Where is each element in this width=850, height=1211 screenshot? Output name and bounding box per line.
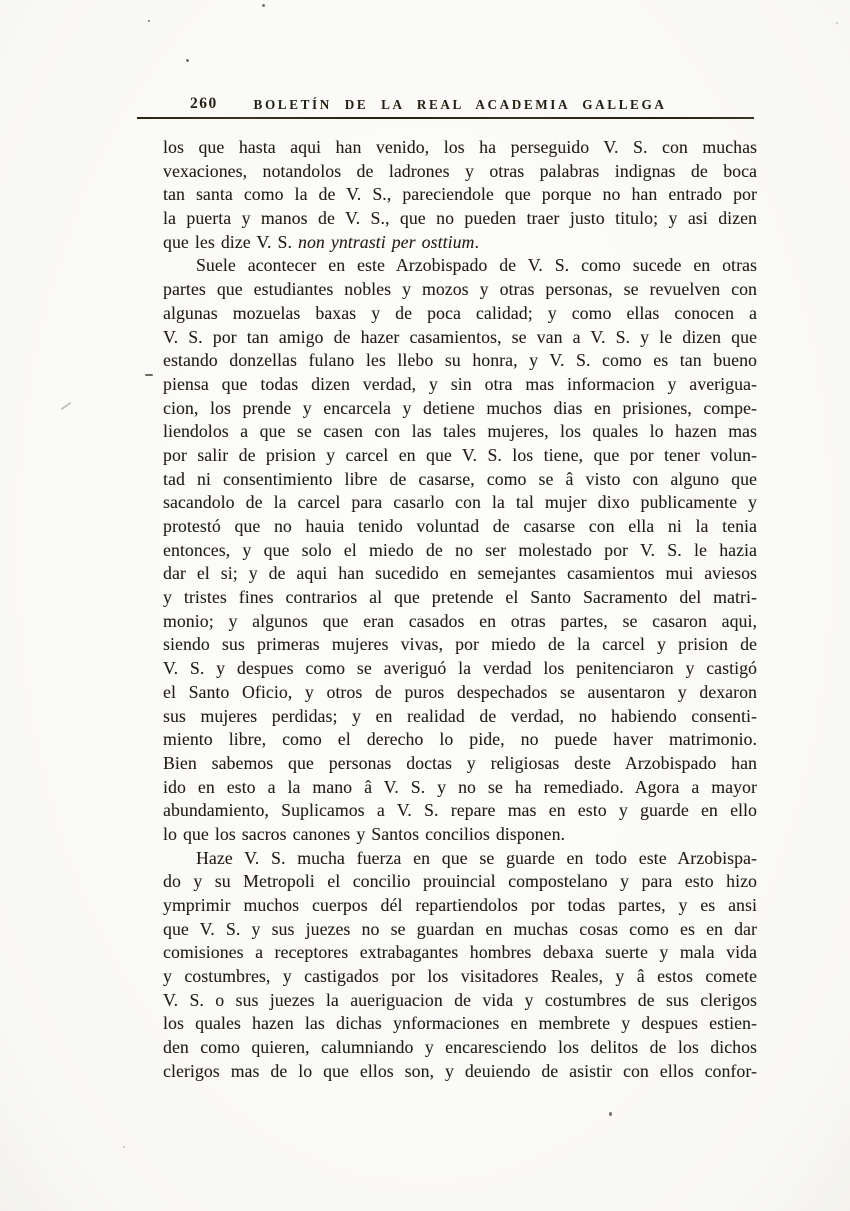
- text-line: [163, 752, 757, 776]
- text-line: [163, 1060, 757, 1084]
- text-line: [163, 989, 757, 1013]
- text-line: [163, 894, 757, 918]
- text-segment: V. S. y despues como se averiguó la verdad los penitenciaron y castigó: [163, 658, 757, 679]
- text-segment: siendo sus primeras mujeres vivas, por miedo de la carcel y prision de: [163, 634, 757, 655]
- latin-phrase-italic: non yntrasti per osttium: [298, 231, 475, 252]
- text-segment: comisiones a receptores extrabagantes hombres debaxa suerte y mala vida: [163, 942, 757, 963]
- text-line: [163, 160, 757, 184]
- text-line: [163, 586, 757, 610]
- text-line: [163, 136, 757, 160]
- text-line: [163, 231, 757, 255]
- text-segment: y tristes fines contrarios al que pretende el Santo Sacramento del matri-: [163, 587, 757, 608]
- text-segment: liendolos a que se casen con las tales mujeres, los quales lo hazen mas: [163, 421, 757, 442]
- text-line: [163, 681, 757, 705]
- text-line: [163, 610, 757, 634]
- text-segment: Haze V. S. mucha fuerza en que se guarde en todo este Arzobispa-: [196, 847, 757, 868]
- text-segment: ido en esto a la mano â V. S. y no se ha remediado. Agora a mayor: [163, 776, 757, 797]
- paragraph: [163, 136, 757, 254]
- text-segment: que les dize V. S.: [163, 231, 299, 252]
- text-segment: por salir de prision y carcel en que V. S. los tiene, que por tener volun-: [163, 444, 757, 465]
- text-line: [163, 870, 757, 894]
- text-line: [163, 302, 757, 326]
- text-segment: abundamiento, Suplicamos a V. S. repare mas en esto y guarde en ello: [163, 800, 757, 821]
- text-line: [163, 444, 757, 468]
- text-segment: den como quieren, calumniando y encaresciendo los delitos de los dichos: [163, 1037, 757, 1058]
- text-line: [163, 799, 757, 823]
- text-line: [163, 373, 757, 397]
- text-segment: dar el si; y de aqui han sucedido en semejantes casamientos mui aviesos: [163, 563, 757, 584]
- text-line: [163, 278, 757, 302]
- text-segment: Bien sabemos que personas doctas y religiosas deste Arzobispado han: [163, 752, 757, 773]
- text-segment: los que hasta aqui han venido, los ha perseguido V. S. con muchas: [163, 137, 757, 157]
- text-line: [163, 823, 757, 847]
- text-segment: sus mujeres perdidas; y en realidad de verdad, no habiendo consenti-: [163, 705, 757, 726]
- scan-speck: [262, 4, 265, 7]
- scan-speck: [148, 20, 150, 22]
- running-head: [163, 94, 757, 116]
- text-segment: piensa que todas dizen verdad, y sin otra mas informacion y averigua-: [163, 373, 757, 394]
- paragraph: [163, 847, 757, 1084]
- text-segment: Suele acontecer en este Arzobispado de V. S. como sucede en otras: [196, 255, 757, 276]
- text-line: [163, 183, 757, 207]
- text-line: [163, 326, 757, 350]
- text-segment: que V. S. y sus juezes no se guardan en muchas cosas como es en dar: [163, 918, 757, 939]
- paragraph: [163, 254, 757, 846]
- text-line: [163, 918, 757, 942]
- journal-title: BOLETÍN DE LA REAL ACADEMIA GALLEGA: [253, 97, 667, 112]
- text-line: [163, 515, 757, 539]
- header-rule: [137, 117, 754, 119]
- text-segment: miento libre, como el derecho lo pide, no puede haver matrimonio.: [163, 729, 757, 750]
- text-segment: V. S. o sus juezes la aueriguacion de vida y costumbres de sus clerigos: [163, 989, 757, 1010]
- page-number: 260: [190, 95, 218, 112]
- text-line: [163, 397, 757, 421]
- text-segment: clerigos mas de lo que ellos son, y deuiendo de asistir con ellos confor-: [163, 1060, 757, 1081]
- text-segment: vexaciones, notandolos de ladrones y otras palabras indignas de boca: [163, 160, 757, 181]
- text-line: [163, 562, 757, 586]
- text-segment: ymprimir muchos cuerpos dél repartiendolos por todas partes, y es ansi: [163, 895, 757, 915]
- text-line: [163, 965, 757, 989]
- text-segment: V. S. por tan amigo de hazer casamientos, se van a V. S. y le dizen que: [163, 326, 757, 347]
- scan-speck: [123, 1146, 125, 1148]
- text-line: [163, 776, 757, 800]
- text-segment: la puerta y manos de V. S., que no pueden traer justo titulo; y asi dizen: [163, 208, 757, 229]
- text-line: [163, 633, 757, 657]
- text-segment: .: [474, 231, 479, 252]
- text-line: [163, 1012, 757, 1036]
- text-line: [163, 539, 757, 563]
- text-line: [163, 468, 757, 492]
- scan-speck: [609, 1112, 612, 1116]
- text-segment: do y su Metropoli el concilio prouincial compostelano y para esto hizo: [163, 871, 757, 892]
- text-line: [163, 941, 757, 965]
- scan-speck: [186, 59, 189, 62]
- text-line: [163, 728, 757, 752]
- text-line: [163, 254, 757, 278]
- text-segment: tan santa como la de V. S., pareciendole que porque no han entrado por: [163, 184, 757, 205]
- text-line: [163, 491, 757, 515]
- text-line: [163, 207, 757, 231]
- text-segment: entonces, y que solo el miedo de no ser molestado por V. S. le hazia: [163, 539, 757, 560]
- text-line: [163, 349, 757, 373]
- text-segment: sacandolo de la carcel para casarlo con la tal mujer dixo publicamente y: [163, 492, 757, 513]
- text-line: [163, 657, 757, 681]
- text-segment: tad ni consentimiento libre de casarse, como se â visto con alguno que: [163, 468, 757, 489]
- text-block: [163, 136, 757, 1084]
- text-segment: protestó que no hauia tenido voluntad de casarse con ella ni la tenia: [163, 516, 757, 536]
- text-line: [163, 420, 757, 444]
- scan-speck: [145, 374, 153, 376]
- text-line: [163, 847, 757, 871]
- text-segment: estando donzellas fulano les llebo su honra, y V. S. como es tan bueno: [163, 350, 757, 371]
- text-line: [163, 705, 757, 729]
- text-segment: el Santo Oficio, y otros de puros despechados se ausentaron y dexaron: [163, 681, 757, 702]
- text-line: [163, 1036, 757, 1060]
- text-segment: lo que los sacros canones y Santos concilios disponen.: [163, 823, 566, 844]
- text-segment: algunas mozuelas baxas y de poca calidad; y como ellas conocen a: [163, 302, 757, 323]
- text-segment: cion, los prende y encarcela y detiene muchos dias en prisiones, compe-: [163, 397, 757, 418]
- text-segment: los quales hazen las dichas ynformaciones en membrete y despues estien-: [163, 1013, 757, 1034]
- text-segment: y costumbres, y castigados por los visitadores Reales, y â estos comete: [163, 966, 757, 987]
- scan-speck: [836, 22, 838, 24]
- text-segment: monio; y algunos que eran casados en otras partes, se casaron aqui,: [163, 610, 757, 631]
- text-segment: partes que estudiantes nobles y mozos y otras personas, se revuelven con: [163, 279, 757, 300]
